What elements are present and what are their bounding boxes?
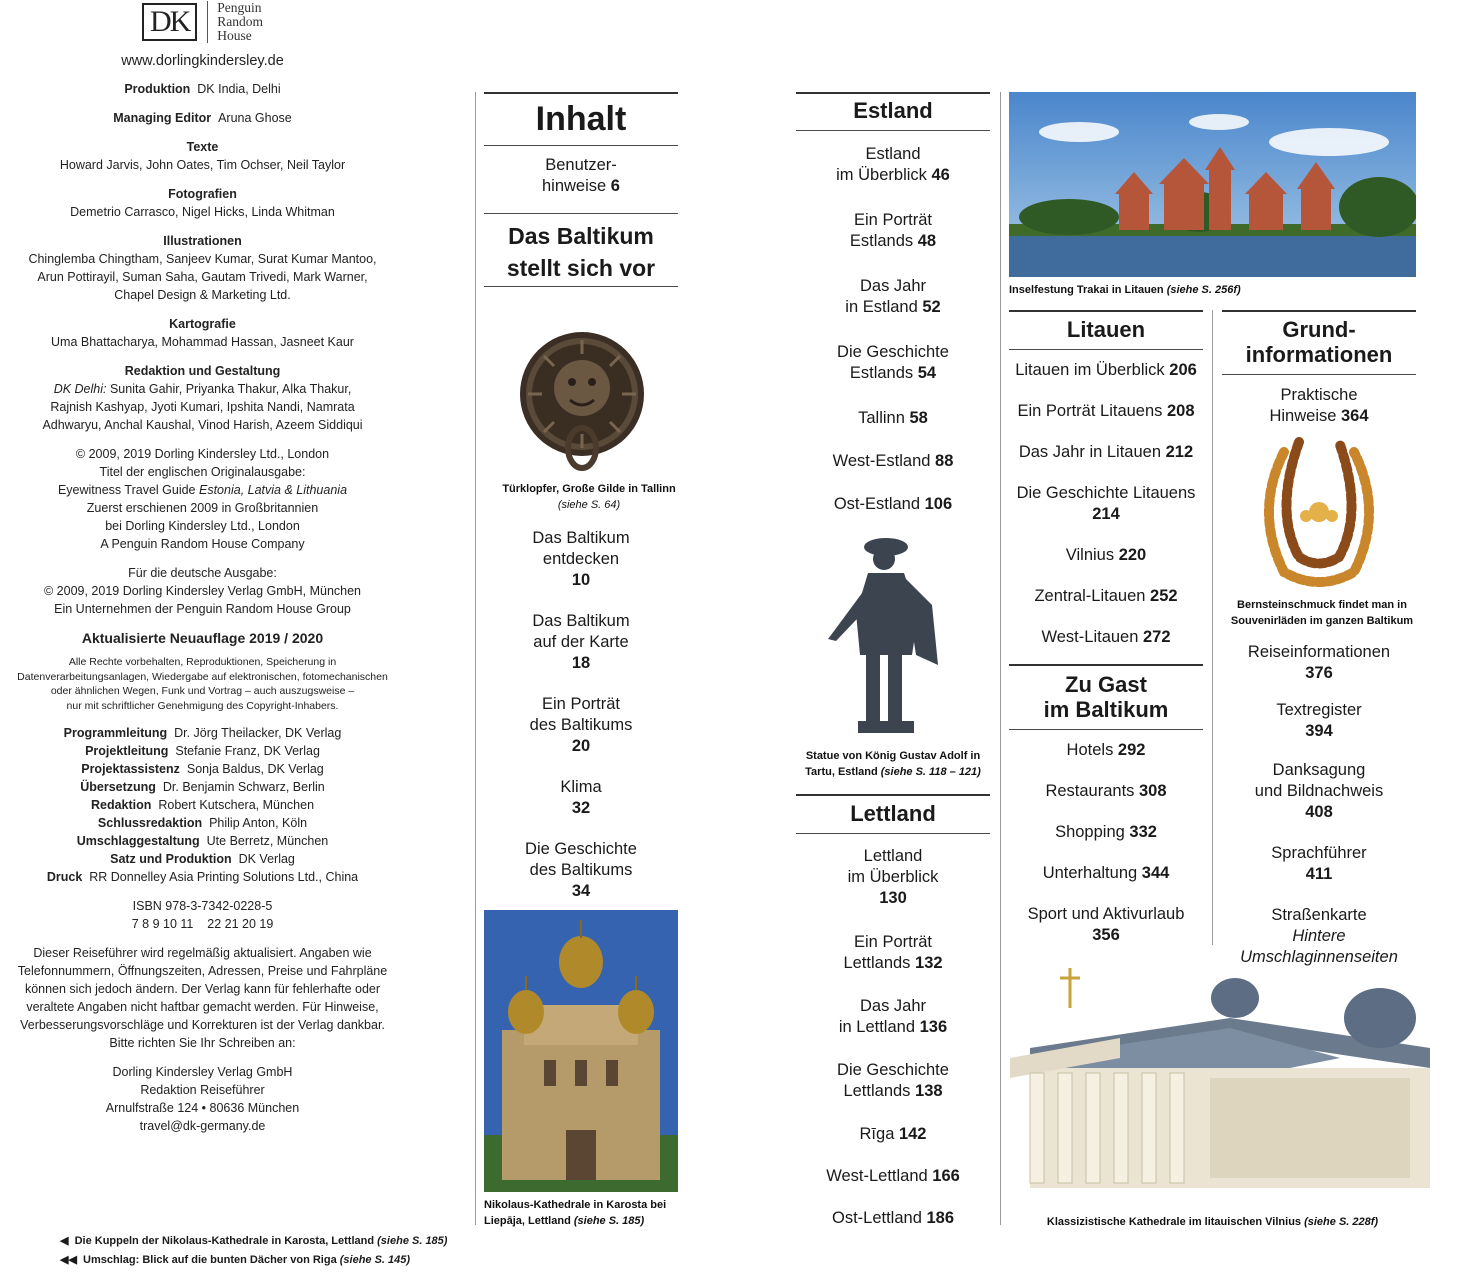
section-title-lettland: Lettland <box>850 801 936 826</box>
toc-entry[interactable]: Ost-Lettland 186 <box>832 1209 954 1227</box>
column-divider <box>475 92 476 1225</box>
rights-notice: Alle Rechte vorbehalten, Reproduktionen, Speicherung in Datenverarbeitungsanlagen, Wiedergabe auf elektronischen, fotomechanischen oder ähnlichen Wegen, Funk und Vortrag – auch auszugsweise – nur mit schriftlicher Genehmigung des Copyright-Inhabers. <box>17 656 388 712</box>
rule <box>796 833 990 834</box>
toc-entry[interactable]: West-Estland 88 <box>832 452 954 470</box>
toc-entry-strassenkarte[interactable]: Straßenkarte Hintere Umschlaginnenseiten <box>1240 906 1398 966</box>
toc-entry[interactable]: West-Lettland 166 <box>826 1167 960 1185</box>
toc-list-baltikum <box>484 528 678 901</box>
dk-logo: DK <box>142 3 197 41</box>
toc-entry[interactable]: Praktische Hinweise 364 <box>1269 386 1369 425</box>
rule <box>796 794 990 796</box>
toc-entry[interactable]: Klima 32 <box>560 778 602 817</box>
update-notice: Dieser Reiseführer wird regelmäßig aktualisiert. Angaben wie Telefonnummern, Öffnungszeiten, Adressen, Preise und Fahrpläne können sich jedoch ändern. Der Verlag kann für fehlerhafte oder veraltete Angaben nicht haftbar gemacht werden. Für Hinweise, Verbesserungsvorschläge und Korrekturen ist der Verlag dankbar. Bitte richten Sie Ihr Schreiben an: <box>17 946 388 1050</box>
imprint-column <box>0 0 405 1135</box>
toc-entry[interactable]: Estland im Überblick 46 <box>836 145 950 184</box>
toc-entry[interactable]: West-Litauen 272 <box>1041 628 1171 646</box>
footnote-kuppeln: ◀ Die Kuppeln der Nikolaus-Kathedrale in Karosta, Lettland (siehe S. 185) <box>60 1235 448 1247</box>
edition-update: Aktualisierte Neuauflage 2019 / 2020 <box>81 630 324 646</box>
rule <box>484 92 678 94</box>
toc-entry[interactable]: Ost-Estland 106 <box>833 495 953 513</box>
toc-entry[interactable]: Sport und Aktivurlaub 356 <box>1027 905 1185 944</box>
toc-entry[interactable]: Das Baltikum auf der Karte 18 <box>532 612 630 672</box>
toc-entry[interactable]: Hotels 292 <box>1066 741 1146 759</box>
caption-karosta: Nikolaus-Kathedrale in Karosta bei Liepāja, Lettland (siehe S. 185) <box>484 1199 667 1227</box>
penguin-random-house-logo: Penguin Random House <box>207 1 263 43</box>
footnote-umschlag: ◀◀ Umschlag: Blick auf die bunten Dächer von Riga (siehe S. 145) <box>60 1254 411 1266</box>
toc-list-zu-gast <box>1009 740 1203 948</box>
rule <box>1009 729 1203 730</box>
publisher-logo <box>0 0 405 44</box>
toc-entry[interactable]: Sprachführer 411 <box>1271 844 1367 883</box>
caption-vilnius: Klassizistische Kathedrale im litauischen Vilnius (siehe S. 228f) <box>1046 1216 1379 1228</box>
double-arrow-left-icon: ◀◀ <box>60 1254 84 1266</box>
gustav-adolf-statue-image <box>820 535 950 745</box>
toc-entry[interactable]: Die Geschichte Lettlands 138 <box>837 1061 949 1100</box>
credit-fotografien: Fotografien Demetrio Carrasco, Nigel Hicks, Linda Whitman <box>70 187 335 219</box>
toc-entry[interactable]: Danksagung und Bildnachweis 408 <box>1254 761 1384 821</box>
toc-entry[interactable]: Reiseinformationen 376 <box>1247 643 1391 682</box>
trakai-castle-photo <box>1009 92 1416 277</box>
rule <box>796 130 990 131</box>
toc-entry[interactable]: Das Baltikum entdecken 10 <box>532 529 630 589</box>
toc-list-litauen <box>1009 360 1203 668</box>
copyright-german: Für die deutsche Ausgabe: © 2009, 2019 Dorling Kindersley Verlag GmbH, München Ein Unternehmen der Penguin Random House Group <box>43 566 362 616</box>
toc-entry[interactable]: Zentral-Litauen 252 <box>1034 587 1178 605</box>
german-credits: Programmleitung Dr. Jörg Theilacker, DK Verlag Projektleitung Stefanie Franz, DK Verlag Projektassistenz Sonja Baldus, DK Verlag Übersetzung Dr. Benjamin Schwarz, Berlin Redaktion Robert Kutschera, München Schlussredaktion Philip Anton, Köln Umschlaggestaltung Ute Berretz, München Satz und Produktion DK Verlag Druck RR Donnelley Asia Printing Solutions Ltd., China <box>46 726 359 884</box>
caption-knocker: Türklopfer, Große Gilde in Tallinn (siehe S. 64) <box>502 483 676 511</box>
website-url: www.dorlingkindersley.de <box>121 53 284 69</box>
toc-list-lettland <box>796 846 990 1250</box>
credit-produktion: Produktion DK India, Delhi <box>124 82 281 96</box>
section-title-estland: Estland <box>853 98 933 123</box>
toc-entry[interactable]: Die Geschichte Estlands 54 <box>837 343 949 382</box>
rule <box>484 286 678 287</box>
toc-inhalt-title: Inhalt <box>535 100 627 138</box>
rule <box>1009 349 1203 350</box>
credit-managing-editor: Managing Editor Aruna Ghose <box>113 111 292 125</box>
toc-entry[interactable]: Restaurants 308 <box>1045 782 1167 800</box>
credit-texte: Texte Howard Jarvis, John Oates, Tim Ochser, Neil Taylor <box>59 140 346 172</box>
toc-entry[interactable]: Das Jahr in Litauen 212 <box>1018 443 1194 461</box>
section-title-grundinformationen: Grund- informationen <box>1245 317 1393 367</box>
caption-amber: Bernsteinschmuck findet man in Souvenirläden im ganzen Baltikum <box>1230 599 1414 627</box>
toc-entry[interactable]: Das Jahr in Estland 52 <box>845 277 941 316</box>
column-divider <box>1000 92 1001 1225</box>
credit-redaktion-gestaltung: Redaktion und Gestaltung DK Delhi: Sunita Gahir, Priyanka Thakur, Alka Thakur, Rajnish Kashyap, Jyoti Kumari, Ipshita Nandi, Namrata Adhwaryu, Anchal Kaushal, Vinod Harish, Azeem Siddiqui <box>42 364 363 432</box>
toc-entry[interactable]: Shopping 332 <box>1055 823 1157 841</box>
vilnius-cathedral-illustration <box>1010 958 1440 1208</box>
toc-entry[interactable]: Vilnius 220 <box>1065 546 1147 564</box>
toc-list-estland <box>796 144 990 537</box>
toc-entry[interactable]: Lettland im Überblick 130 <box>847 847 939 907</box>
toc-entry[interactable]: Tallinn 58 <box>858 409 928 427</box>
karosta-cathedral-photo <box>484 910 678 1192</box>
caption-statue: Statue von König Gustav Adolf in Tartu, Estland (siehe S. 118 – 121) <box>805 750 981 778</box>
toc-entry[interactable]: Unterhaltung 344 <box>1042 864 1170 882</box>
toc-entry[interactable]: Das Jahr in Lettland 136 <box>838 997 948 1036</box>
toc-entry[interactable]: Ein Porträt Estlands 48 <box>849 211 937 250</box>
toc-entry[interactable]: Rīga 142 <box>859 1125 927 1143</box>
toc-entry[interactable]: Die Geschichte Litauens 214 <box>1016 484 1196 523</box>
column-divider <box>1212 310 1213 945</box>
toc-entry[interactable]: Ein Porträt Litauens 208 <box>1017 402 1195 420</box>
toc-entry-benutzerhinweise[interactable]: Benutzer- hinweise 6 <box>542 156 620 195</box>
door-knocker-image <box>514 330 650 478</box>
rule <box>1222 374 1416 375</box>
rule <box>484 213 678 214</box>
credit-kartografie: Kartografie Uma Bhattacharya, Mohammad Hassan, Jasneet Kaur <box>51 317 354 349</box>
rule <box>796 92 990 94</box>
rule <box>1222 310 1416 312</box>
toc-list-grund <box>1222 642 1416 968</box>
rule <box>1009 664 1203 666</box>
toc-entry[interactable]: Ein Porträt des Baltikums 20 <box>529 695 633 755</box>
rule <box>1009 310 1203 312</box>
caption-trakai: Inselfestung Trakai in Litauen (siehe S. 256f) <box>1009 284 1241 296</box>
amber-necklace-image <box>1244 432 1394 592</box>
toc-entry[interactable]: Ein Porträt Lettlands 132 <box>843 933 943 972</box>
section-title-zu-gast: Zu Gast im Baltikum <box>1043 672 1169 722</box>
publisher-address: Dorling Kindersley Verlag GmbH Redaktion Reiseführer Arnulfstraße 124 • 80636 München travel@dk-germany.de <box>105 1065 300 1133</box>
section-title-litauen: Litauen <box>1066 317 1146 342</box>
credit-illustrationen: Illustrationen Chinglemba Chingtham, Sanjeev Kumar, Surat Kumar Mantoo, Arun Pottirayil, Suman Saha, Gautam Trivedi, Mark Warner, Chapel Design & Marketing Ltd. <box>28 234 377 302</box>
copyright-english: © 2009, 2019 Dorling Kindersley Ltd., London Titel der englischen Originalausgabe: Eyewitness Travel Guide Estonia, Latvia & Lithuania Zuerst erschienen 2009 in Großbritannien bei Dorling Kindersley Ltd., London A Penguin Random House Company <box>57 447 348 551</box>
arrow-left-icon: ◀ <box>60 1235 75 1247</box>
toc-entry[interactable]: Litauen im Überblick 206 <box>1015 361 1197 379</box>
toc-entry[interactable]: Die Geschichte des Baltikums 34 <box>525 840 637 900</box>
section-title-baltikum: Das Baltikum stellt sich vor <box>506 223 656 281</box>
toc-entry[interactable]: Textregister 394 <box>1276 701 1362 740</box>
rule <box>484 145 678 146</box>
isbn-block: ISBN 978-3-7342-0228-5 7 8 9 10 11 22 21 20 19 <box>131 899 274 931</box>
